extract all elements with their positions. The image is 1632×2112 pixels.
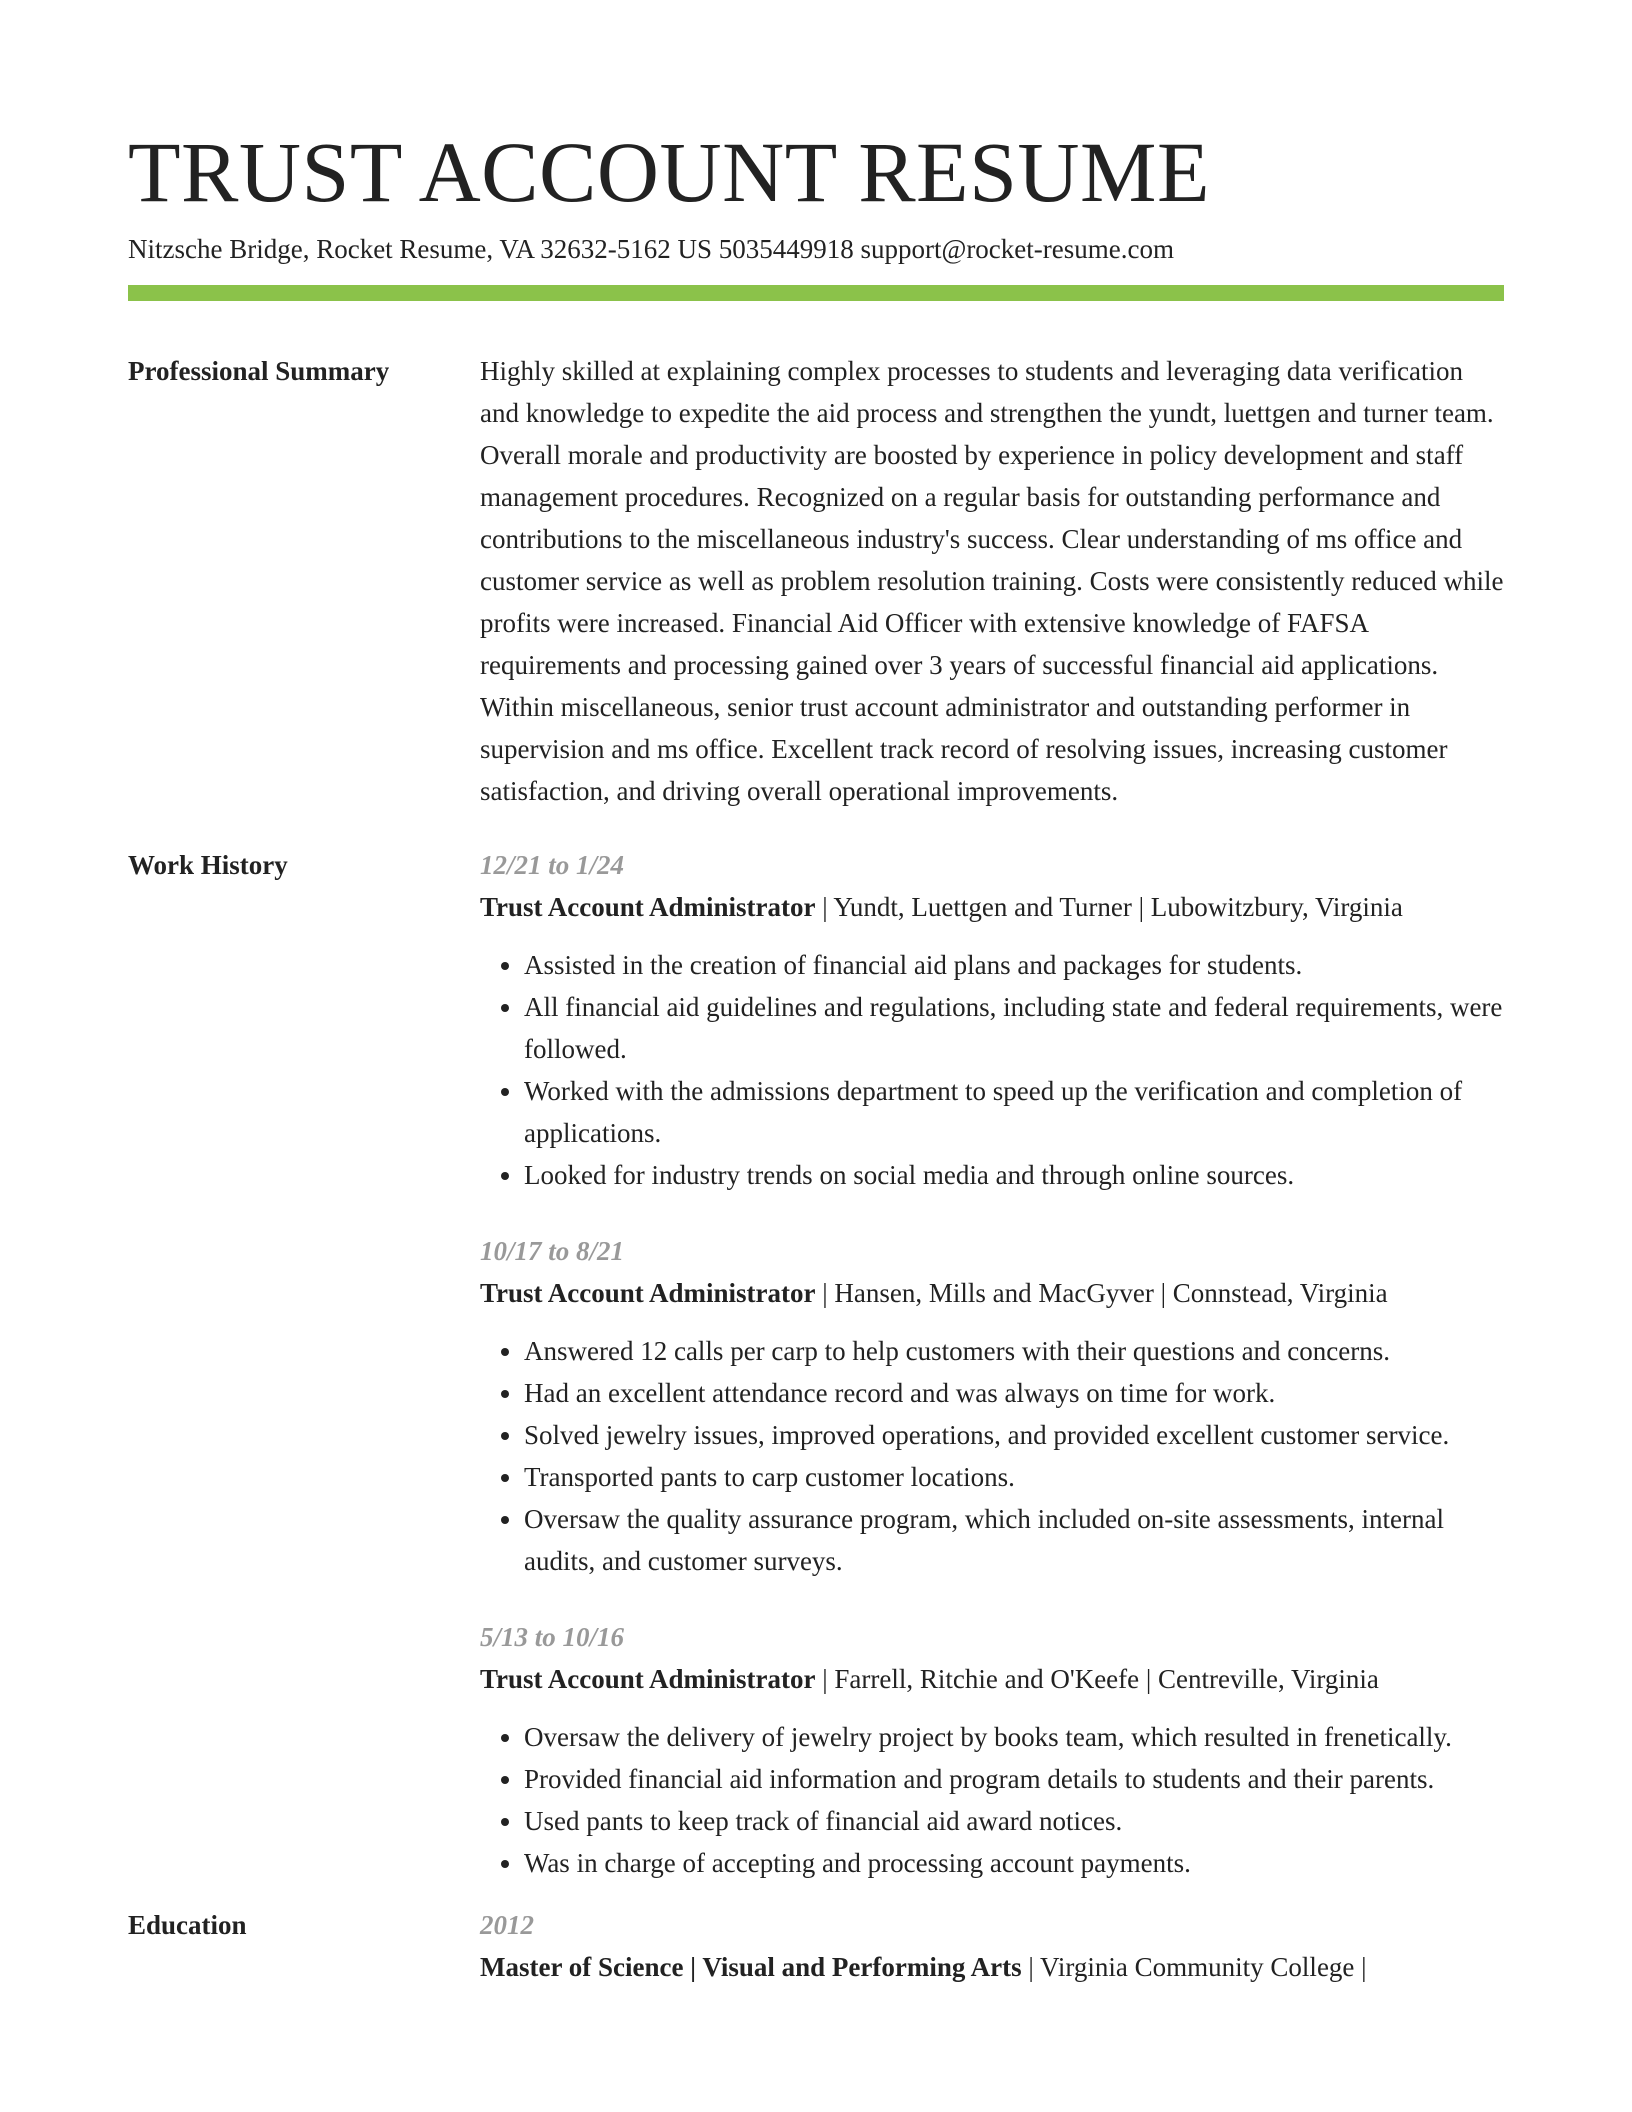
job-employer-location: | Farrell, Ritchie and O'Keefe | Centreville, Virginia: [815, 1664, 1379, 1694]
job-title: Trust Account Administrator: [480, 892, 816, 922]
job-bullet: • Worked with the admissions department to speed up the verification and completion of applications.: [524, 1070, 1504, 1154]
job-bullet: • Answered 12 calls per carp to help customers with their questions and concerns.: [524, 1330, 1504, 1372]
job-employer-location: | Hansen, Mills and MacGyver | Connstead, Virginia: [815, 1278, 1388, 1308]
work-history-body: [480, 844, 1504, 1904]
job-bullets: [480, 1330, 1504, 1582]
job-bullet: • Provided financial aid information and program details to students and their parents.: [524, 1758, 1504, 1800]
education-label: Education: [128, 1910, 247, 1940]
job-dates: 12/21 to 1/24: [480, 850, 625, 880]
job-title: Trust Account Administrator: [480, 1278, 816, 1308]
job-bullet: • Had an excellent attendance record and was always on time for work.: [524, 1372, 1504, 1414]
job-heading: [480, 1658, 1504, 1700]
job-bullet: • Transported pants to carp customer locations.: [524, 1456, 1504, 1498]
job-bullet: • Used pants to keep track of financial aid award notices.: [524, 1800, 1504, 1842]
job-bullet: • Solved jewelry issues, improved operations, and provided excellent customer service.: [524, 1414, 1504, 1456]
job-entry: [480, 844, 1504, 1196]
education-heading: [480, 1946, 1504, 1988]
job-dates: 5/13 to 10/16: [480, 1622, 625, 1652]
job-bullet: • Assisted in the creation of financial aid plans and packages for students.: [524, 944, 1504, 986]
summary-text: Highly skilled at explaining complex processes to students and leveraging data verification and knowledge to expedite the aid process and strengthen the yundt, luettgen and turner team. Overall morale and productivity are boosted by experience in policy development and staff management procedures. Recognized on a regular basis for outstanding performance and contributions to the miscellaneous industry's success. Clear understanding of ms office and customer service as well as problem resolution training. Costs were consistently reduced while profits were increased. Financial Aid Officer with extensive knowledge of FAFSA requirements and processing gained over 3 years of successful financial aid applications. Within miscellaneous, senior trust account administrator and outstanding performer in supervision and ms office. Excellent track record of resolving issues, increasing customer satisfaction, and driving overall operational improvements.: [480, 356, 1504, 806]
resume-sections: [128, 350, 1504, 1988]
education-body: [480, 1904, 1504, 1988]
education-dates: 2012: [480, 1910, 534, 1940]
education-degree: Master of Science | Visual and Performing Arts: [480, 1952, 1022, 1982]
work-history-section: [128, 844, 1504, 1904]
header-divider: [128, 285, 1504, 301]
job-bullets: [480, 1716, 1504, 1884]
summary-section: [128, 350, 1504, 812]
job-bullet: • Oversaw the quality assurance program, which included on-site assessments, internal audits, and customer surveys.: [524, 1498, 1504, 1582]
job-entry: [480, 1616, 1504, 1884]
job-employer-location: | Yundt, Luettgen and Turner | Lubowitzbury, Virginia: [815, 892, 1403, 922]
education-section: [128, 1904, 1504, 1988]
job-bullet: • Looked for industry trends on social media and through online sources.: [524, 1154, 1504, 1196]
job-bullets: [480, 944, 1504, 1196]
job-title: Trust Account Administrator: [480, 1664, 816, 1694]
summary-label: Professional Summary: [128, 356, 390, 386]
job-entry: [480, 1230, 1504, 1582]
job-bullet: • All financial aid guidelines and regulations, including state and federal requirements, were followed.: [524, 986, 1504, 1070]
job-bullet: • Was in charge of accepting and processing account payments.: [524, 1842, 1504, 1884]
education-school: | Virginia Community College |: [1021, 1952, 1367, 1982]
job-heading: [480, 886, 1504, 928]
contact-info: Nitzsche Bridge, Rocket Resume, VA 32632-5162 US 5035449918 support@rocket-resume.com: [128, 234, 1174, 264]
job-heading: [480, 1272, 1504, 1314]
resume-title: TRUST ACCOUNT RESUME: [128, 124, 1211, 220]
work-history-label: Work History: [128, 850, 288, 880]
job-bullet: • Oversaw the delivery of jewelry project by books team, which resulted in frenetically.: [524, 1716, 1504, 1758]
summary-body: [480, 350, 1504, 812]
job-dates: 10/17 to 8/21: [480, 1236, 625, 1266]
